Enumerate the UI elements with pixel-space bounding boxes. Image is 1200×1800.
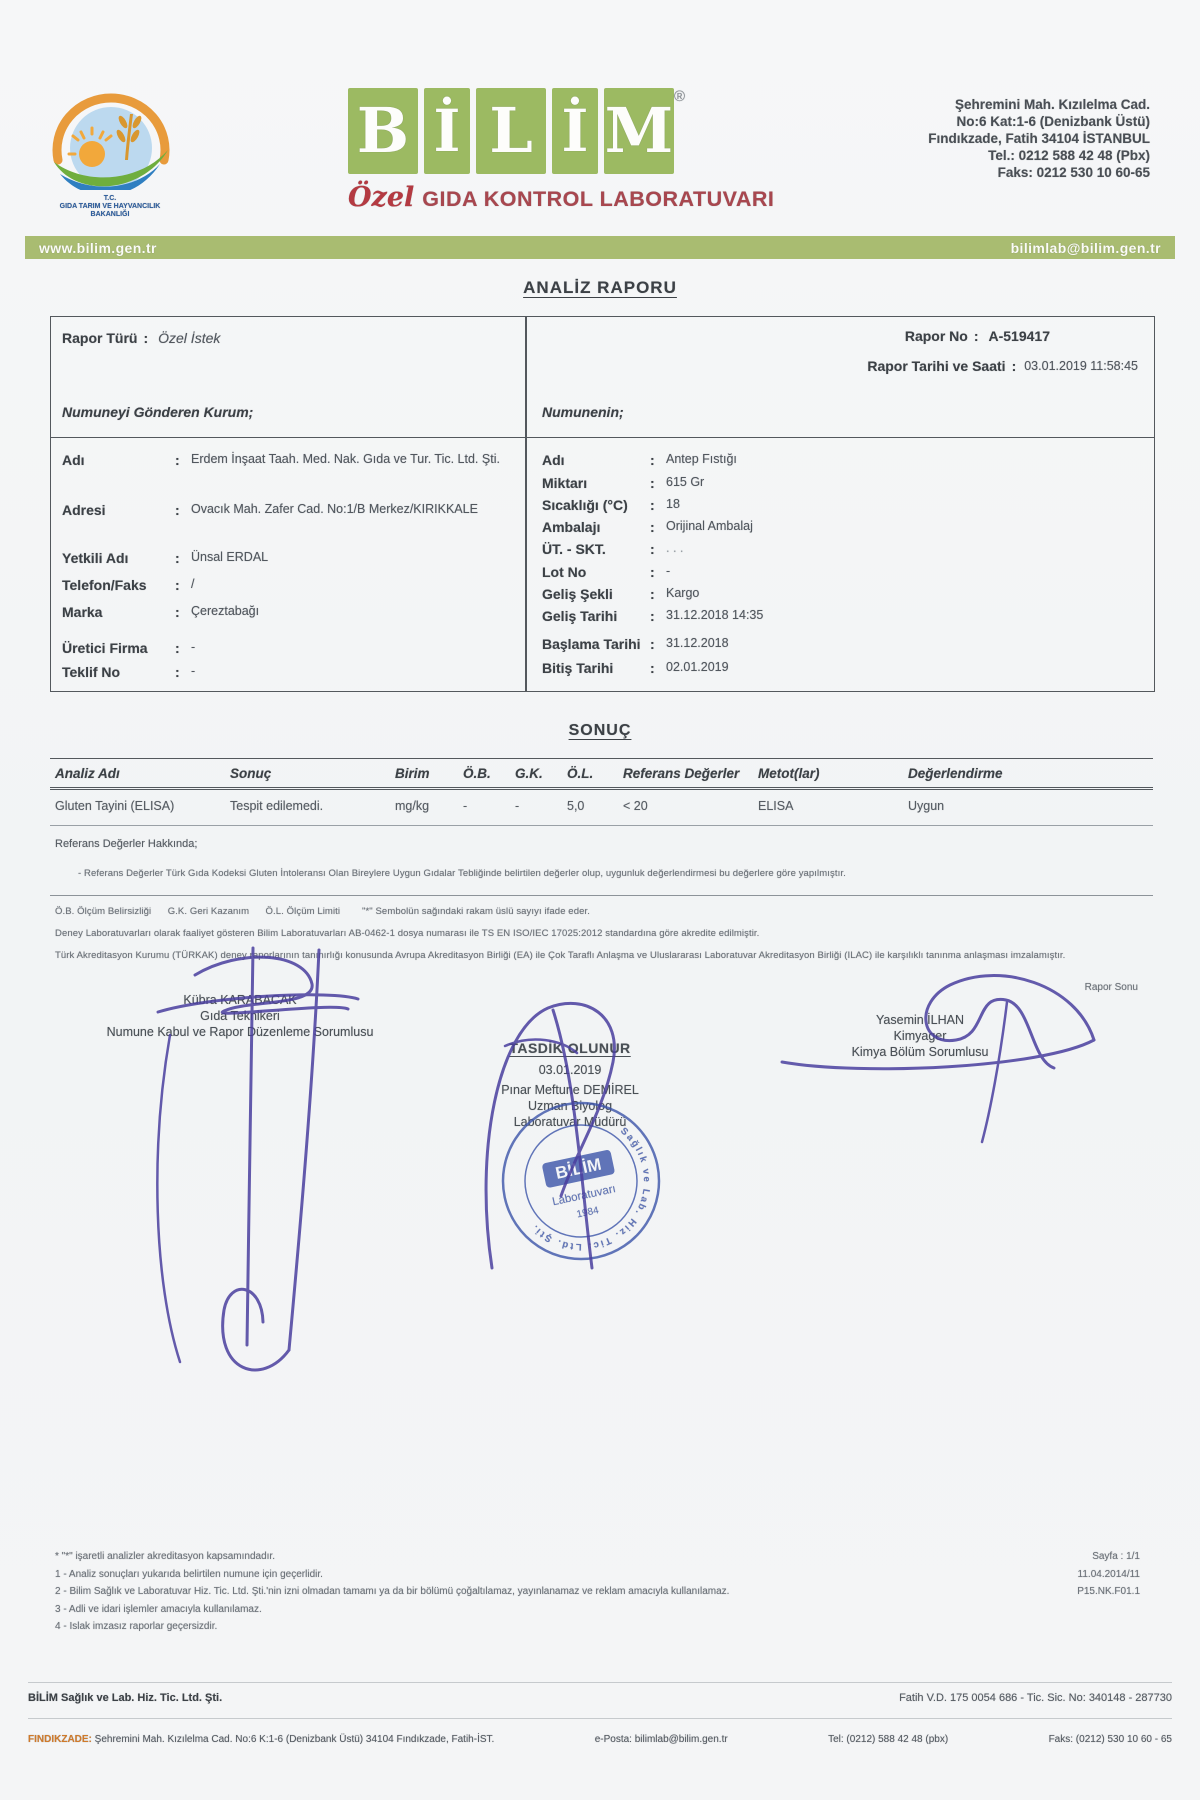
column-header: Birim — [395, 766, 430, 781]
ministry-name-line2: GIDA TARIM VE HAYVANCILIK — [59, 203, 161, 210]
field-row — [62, 550, 512, 566]
field-row — [542, 608, 1132, 624]
footer-tel: Tel: (0212) 588 42 48 (pbx) — [828, 1734, 949, 1745]
field-value: 615 Gr — [666, 475, 705, 489]
company-name: BİLİM Sağlık ve Lab. Hiz. Tic. Ltd. Şti. — [28, 1692, 223, 1704]
colon: : — [650, 586, 655, 602]
info-box-rule — [51, 437, 1154, 438]
colon: : — [175, 550, 180, 566]
email-text: bilimlab@bilim.gen.tr — [1010, 239, 1161, 256]
field-label: Marka — [62, 604, 103, 620]
field-label: Yetkili Adı — [62, 550, 129, 566]
colon: : — [175, 604, 180, 620]
stamp-icon — [480, 1080, 682, 1282]
stamp-year-text: 1984 — [575, 1205, 600, 1221]
tasdik-label: TASDİK OLUNUR — [509, 1040, 631, 1056]
ministry-name-line3: BAKANLIĞI — [90, 211, 130, 218]
field-row — [542, 497, 1132, 513]
result-cell: 5,0 — [567, 799, 585, 813]
logo-script-word: Özel — [348, 182, 415, 213]
address-line: No:6 Kat:1-6 (Denizbank Üstü) — [956, 114, 1150, 129]
field-value: - — [191, 664, 196, 678]
column-header: Ö.L. — [567, 766, 594, 781]
field-row — [542, 586, 1132, 602]
address-line: Tel.: 0212 588 42 48 (Pbx) — [988, 148, 1150, 163]
column-header: Referans Değerler — [623, 766, 740, 781]
header-address — [928, 96, 1150, 181]
footnote: * "*" işaretli analizler akreditasyon kapsamındadır. — [55, 1551, 275, 1562]
address-line: Fındıkzade, Fatih 34104 İSTANBUL — [928, 131, 1150, 146]
colon: : — [175, 640, 180, 656]
colon: : — [175, 664, 180, 680]
field-label: Miktarı — [542, 475, 588, 491]
field-value: - — [666, 564, 671, 578]
tasdik-date: 03.01.2019 — [538, 1063, 602, 1077]
colon: : — [1011, 358, 1017, 374]
reference-note-title: Referans Değerler Hakkında; — [55, 838, 198, 850]
field-value: Antep Fıstığı — [666, 452, 737, 466]
field-row — [542, 519, 1132, 535]
field-label: Telefon/Faks — [62, 577, 147, 593]
field-value: . . . — [666, 541, 684, 555]
abbreviations-note: Ö.B. Ölçüm Belirsizliği G.K. Geri Kazanım Ö.L. Ölçüm Limiti "*" Sembolün sağındaki rakam üslü sayıyı ifade eder. — [55, 906, 590, 917]
revision-code: 11.04.2014/11 — [1077, 1568, 1140, 1580]
result-cell: Gluten Tayini (ELISA) — [55, 799, 175, 813]
rapor-tarihi-label: Rapor Tarihi ve Saati — [867, 358, 1006, 374]
district-label: FINDIKZADE: — [28, 1734, 92, 1745]
rapor-turu-value: Özel İstek — [158, 330, 221, 346]
field-value: 31.12.2018 — [666, 636, 729, 650]
column-header: Analiz Adı — [55, 766, 120, 781]
field-value: Ünsal ERDAL — [191, 550, 269, 564]
field-row — [62, 452, 512, 468]
column-header: Ö.B. — [463, 766, 491, 781]
company-row — [28, 1692, 1172, 1704]
reference-note: - Referans Değerler Türk Gıda Kodeksi Gluten İntoleransı Olan Bireylere Uygun Gıdalar Tebliğinde belirtilen değerler olup, uygunluk değerlendirmesi bu değerlere göre yapılmıştır. — [78, 868, 846, 879]
field-value: 31.12.2018 14:35 — [666, 608, 764, 622]
field-value: 18 — [666, 497, 680, 511]
signer-title: Gıda Teknikeri — [200, 1009, 280, 1023]
signer-name: Kübra KARABACAK — [183, 993, 297, 1007]
colon: : — [175, 502, 180, 518]
field-label: Adresi — [62, 502, 106, 518]
footer-address-text: Şehremini Mah. Kızılelma Cad. No:6 K:1-6 (Denizbank Üstü) 34104 Fındıkzade, Fatih-İST. — [94, 1734, 495, 1745]
footer-contact-row — [28, 1734, 1172, 1745]
divider — [28, 1718, 1172, 1719]
field-label: Başlama Tarihi — [542, 636, 641, 652]
field-row — [62, 502, 512, 518]
rapor-tarihi — [867, 358, 1138, 374]
rapor-no-value: A-519417 — [988, 328, 1050, 344]
field-label: Adı — [542, 452, 565, 468]
field-label: Sıcaklığı (°C) — [542, 497, 628, 513]
field-value: Orijinal Ambalaj — [666, 519, 753, 533]
footnote: 3 - Adli ve idari işlemler amacıyla kullanılamaz. — [55, 1603, 262, 1615]
bilim-logo-letter: B — [348, 88, 418, 174]
website-text: www.bilim.gen.tr — [39, 239, 157, 256]
colon: : — [650, 660, 655, 676]
ministry-name-line1: T.C. — [103, 195, 117, 202]
rapor-tarihi-value: 03.01.2019 11:58:45 — [1024, 359, 1138, 373]
ministry-logo-icon — [42, 88, 178, 190]
field-label: Geliş Şekli — [542, 586, 613, 602]
field-value: Ovacık Mah. Zafer Cad. No:1/B Merkez/KIRIKKALE — [191, 502, 478, 516]
bilim-logo — [348, 88, 775, 213]
stamp-center-text: BİLİM — [553, 1154, 604, 1183]
field-row — [62, 604, 512, 620]
document-code: P15.NK.F01.1 — [1077, 1586, 1140, 1597]
rapor-turu — [62, 330, 220, 346]
signer-name: Pınar Meftune DEMİREL — [501, 1083, 639, 1097]
field-row — [62, 640, 512, 656]
field-value: 02.01.2019 — [666, 660, 729, 674]
field-label: Bitiş Tarihi — [542, 660, 614, 676]
stamp-line2-text: Laboratuvarı — [551, 1183, 617, 1209]
field-row — [542, 660, 1132, 676]
signature-block-right — [770, 1012, 1070, 1060]
colon: : — [650, 564, 655, 580]
field-row — [542, 452, 1132, 468]
colon: : — [650, 452, 655, 468]
bilim-logo-letter: İ — [552, 88, 598, 174]
address-line: Faks: 0212 530 10 60-65 — [997, 165, 1150, 180]
footnote: 1 - Analiz sonuçları yukarıda belirtilen numune için geçerlidir. — [55, 1568, 323, 1580]
colon: : — [650, 519, 655, 535]
bilim-logo-letter: İ — [424, 88, 470, 174]
results-data-row — [50, 790, 1153, 826]
signer-title: Kimyager — [893, 1029, 947, 1043]
sender-header: Numuneyi Gönderen Kurum; — [62, 404, 254, 420]
field-row — [542, 475, 1132, 491]
page-title: ANALİZ RAPORU — [523, 278, 677, 297]
colon: : — [650, 497, 655, 513]
colon: : — [175, 452, 180, 468]
tax-registry: Fatih V.D. 175 0054 686 - Tic. Sic. No: 340148 - 287730 — [899, 1692, 1172, 1704]
ministry-logo — [42, 88, 178, 219]
results-title: SONUÇ — [568, 722, 632, 739]
bilim-logo-letter: M — [604, 88, 674, 174]
address-line: Şehremini Mah. Kızılelma Cad. — [954, 97, 1150, 112]
registered-mark: ® — [674, 88, 686, 105]
result-cell: Tespit edilemedi. — [230, 799, 324, 813]
divider — [50, 895, 1153, 896]
signature-block-left — [70, 992, 410, 1040]
field-label: Lot No — [542, 564, 587, 580]
logo-subtitle: GIDA KONTROL LABORATUVARI — [422, 187, 775, 211]
footer-notes — [55, 1548, 855, 1636]
colon: : — [650, 475, 655, 491]
field-label: Adı — [62, 452, 85, 468]
colon: : — [650, 541, 655, 557]
colon: : — [143, 330, 149, 346]
field-label: Geliş Tarihi — [542, 608, 618, 624]
turkak-note: Türk Akreditasyon Kurumu (TÜRKAK) deney raporlarının tanınırlığı konusunda Avrupa Akreditasyon Birliği (EA) ile Çok Taraflı Anlaşma ve Uluslararası Laboratuvar Akreditasyon Birliği (ILAC) ile karşılıklı tanınma anlaşması imzalamıştır. — [55, 950, 1066, 961]
result-cell: - — [515, 799, 520, 813]
result-cell: Uygun — [908, 799, 945, 813]
field-row — [542, 564, 1132, 580]
colon: : — [650, 636, 655, 652]
field-label: ÜT. - SKT. — [542, 541, 606, 557]
sample-header: Numunenin; — [542, 404, 624, 420]
field-value: Kargo — [666, 586, 700, 600]
column-header: Metot(lar) — [758, 766, 820, 781]
field-value: - — [191, 640, 196, 654]
footer-meta — [1077, 1548, 1140, 1601]
column-header: Sonuç — [230, 766, 272, 781]
field-label: Teklif No — [62, 664, 121, 680]
stamp-ring-text: Sağlık ve Lab. Hiz. Tic. Ltd. Şti. — [528, 1125, 652, 1253]
info-box-divider — [525, 317, 527, 691]
footnote: 4 - Islak imzasız raporlar geçersizdir. — [55, 1621, 218, 1632]
rapor-no-label: Rapor No — [904, 328, 968, 344]
field-value: Çereztabağı — [191, 604, 260, 618]
footnote: 2 - Bilim Sağlık ve Laboratuvar Hiz. Tic. Ltd. Şti.'nin izni olmadan tamamı ya da bir bölümü çoğaltılamaz, yayınlanamaz ve reklam amacıyla kullanılamaz. — [55, 1586, 730, 1597]
result-cell: < 20 — [623, 799, 648, 813]
results-table — [50, 758, 1153, 826]
divider — [28, 1682, 1172, 1683]
accreditation-note: Deney Laboratuvarları olarak faaliyet gösteren Bilim Laboratuvarları AB-0462-1 dosya numarası ile TS EN ISO/IEC 17025:2012 standardına göre akredite edilmiştir. — [55, 928, 760, 939]
colon: : — [973, 328, 979, 344]
colon: : — [650, 608, 655, 624]
result-cell: ELISA — [758, 799, 794, 813]
field-label: Üretici Firma — [62, 640, 148, 656]
rapor-turu-label: Rapor Türü — [62, 330, 138, 346]
column-header: Değerlendirme — [908, 766, 1003, 781]
footer-address — [28, 1734, 494, 1745]
field-row — [62, 664, 512, 680]
bilim-logo-letter: L — [476, 88, 546, 174]
rapor-no — [905, 328, 1050, 344]
result-cell: mg/kg — [395, 799, 430, 813]
signer-name: Yasemin İLHAN — [876, 1013, 964, 1027]
results-header-row — [50, 759, 1153, 790]
contact-bar — [25, 236, 1175, 259]
field-value: / — [191, 577, 195, 591]
footer-faks: Faks: (0212) 530 10 60 - 65 — [1048, 1734, 1172, 1745]
colon: : — [175, 577, 180, 593]
field-label: Ambalajı — [542, 519, 601, 535]
field-row — [542, 636, 1132, 652]
page-number: Sayfa : 1/1 — [1092, 1551, 1140, 1562]
signer-title: Uzman Biyolog — [527, 1099, 613, 1113]
field-row — [542, 541, 1132, 557]
column-header: G.K. — [515, 766, 543, 781]
footer-email: e-Posta: bilimlab@bilim.gen.tr — [594, 1734, 728, 1745]
signer-role: Kimya Bölüm Sorumlusu — [851, 1045, 989, 1059]
result-cell: - — [463, 799, 468, 813]
signer-role: Laboratuvar Müdürü — [513, 1115, 627, 1129]
rapor-sonu-label: Rapor Sonu — [1084, 982, 1138, 993]
field-row — [62, 577, 512, 593]
signer-role: Numune Kabul ve Rapor Düzenleme Sorumlusu — [106, 1025, 374, 1039]
lab-stamp — [480, 1080, 682, 1282]
field-value: Erdem İnşaat Taah. Med. Nak. Gıda ve Tur. Tic. Ltd. Şti. — [191, 452, 500, 466]
